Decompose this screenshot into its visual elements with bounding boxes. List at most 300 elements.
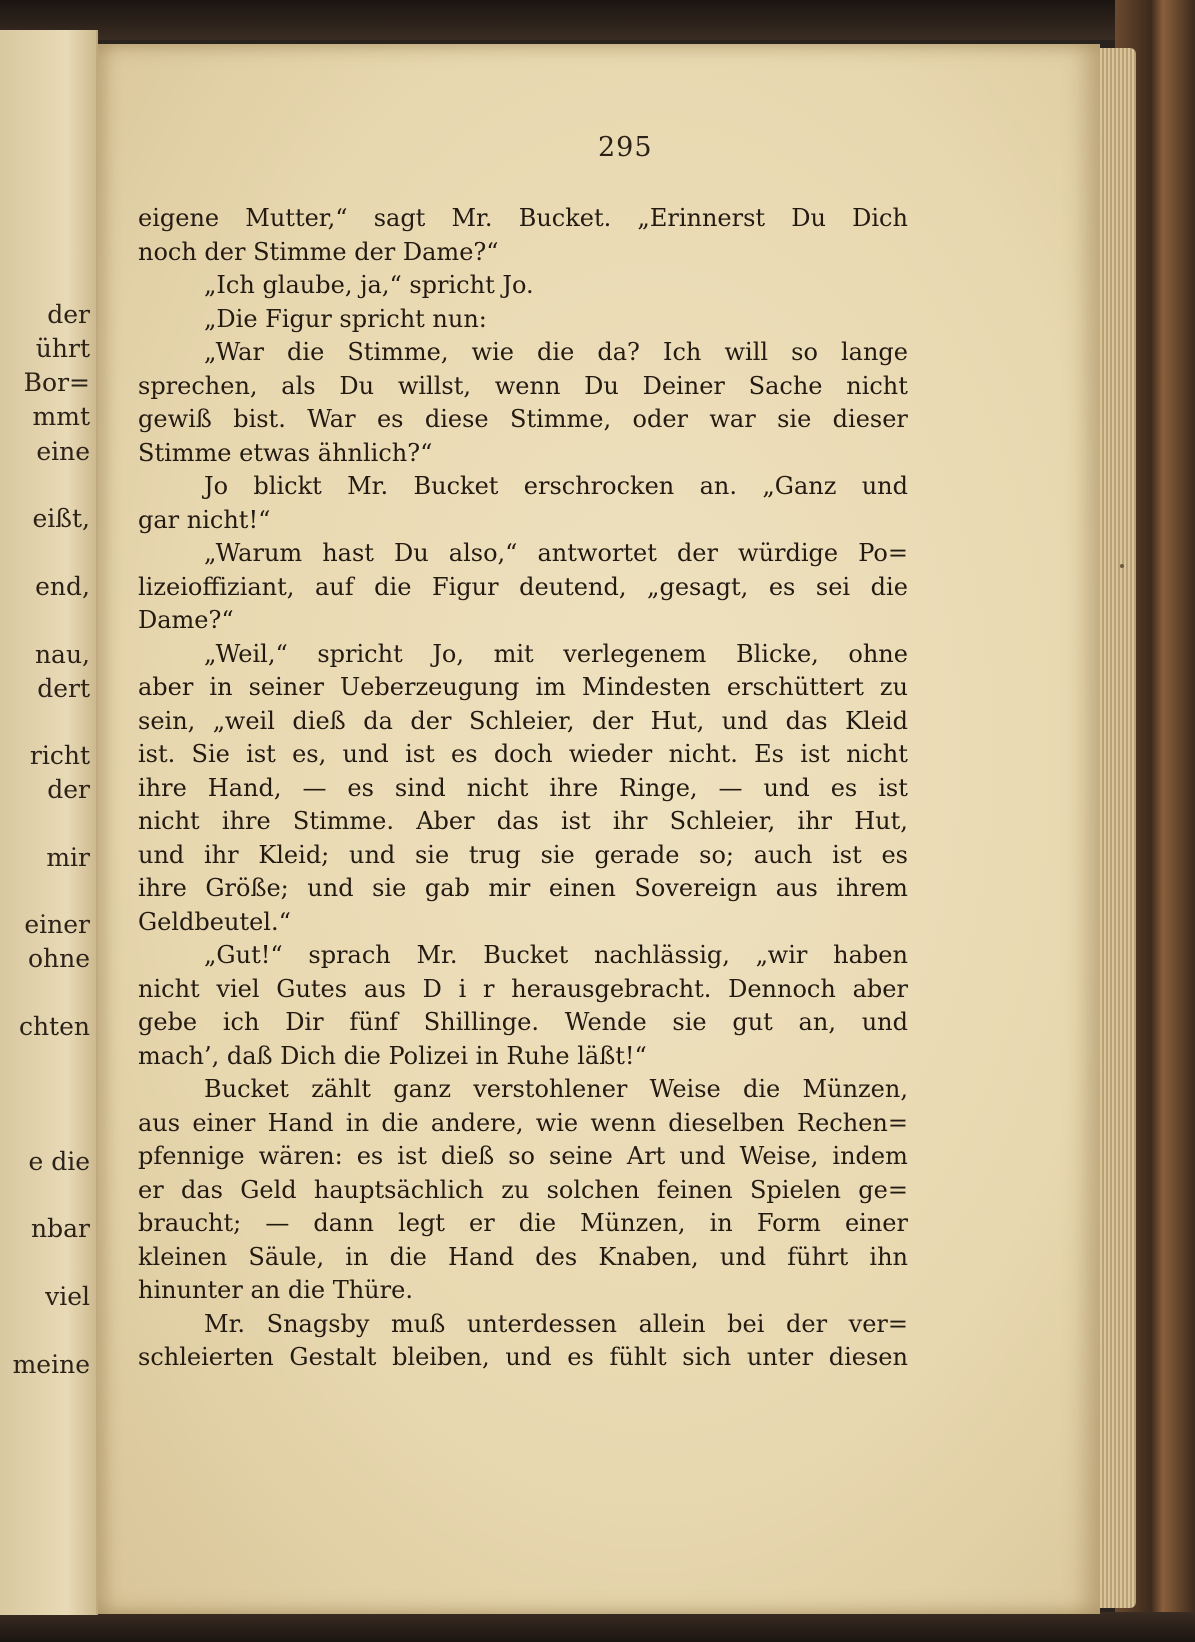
word: Weise,: [739, 1142, 819, 1170]
word: Art: [626, 1142, 666, 1170]
word: kleinen: [138, 1242, 228, 1271]
word: Gestalt: [289, 1343, 377, 1371]
book-cover-bottom: [0, 1612, 1195, 1642]
word: muß: [391, 1309, 446, 1338]
word: Ringe,: [619, 773, 698, 802]
word: sind: [394, 773, 446, 802]
word: ihr: [612, 807, 648, 835]
word: will: [724, 338, 769, 366]
word: die: [287, 338, 325, 366]
word: Mr.: [347, 472, 389, 500]
word: diesen: [828, 1343, 908, 1371]
word: gab: [424, 874, 470, 902]
word: —: [302, 773, 327, 802]
word: Du: [339, 371, 375, 400]
word: Mr.: [416, 941, 458, 969]
word: gut: [732, 1008, 773, 1036]
text-line: [138, 1174, 908, 1208]
left-page-fragment: einer: [24, 910, 90, 939]
text-line: hinunter an die Thüre.: [138, 1276, 413, 1304]
word: Sovereign: [634, 874, 758, 902]
ink-speck: [1120, 564, 1124, 568]
word: Mindesten: [581, 673, 711, 701]
word: es: [881, 840, 908, 869]
text-line: [138, 805, 908, 839]
word: i: [458, 974, 467, 1003]
word: sei: [815, 572, 851, 601]
word: Jo: [204, 472, 229, 500]
word: Dich: [852, 204, 908, 232]
word: wenn: [590, 1108, 657, 1137]
left-page-fragment: e die: [28, 1147, 90, 1176]
word: Münzen,: [580, 1209, 686, 1237]
word: erschrocken: [523, 472, 675, 500]
word: Hand: [267, 1108, 334, 1137]
word: und: [861, 1008, 908, 1036]
text-line: Stimme etwas ähnlich?“: [138, 438, 433, 467]
word: dieselben: [668, 1108, 785, 1137]
text-line: Geldbeutel.“: [138, 907, 291, 936]
word: an,: [798, 1008, 836, 1036]
word: ist.: [138, 740, 176, 768]
word: so: [791, 338, 818, 366]
word: die: [537, 338, 575, 366]
word: ihr: [797, 807, 833, 835]
word: die: [389, 1242, 427, 1271]
word: Deiner: [642, 371, 725, 400]
text-line: [138, 1107, 908, 1141]
word: seine: [549, 1142, 613, 1170]
page-text: [138, 202, 908, 1375]
left-page-fragment: der: [47, 300, 90, 329]
word: es: [451, 740, 478, 768]
word: und: [348, 840, 396, 869]
word: ihre: [138, 773, 187, 802]
word: Mutter,“: [245, 204, 348, 232]
word: Weise: [649, 1075, 721, 1103]
word: Schleier,: [468, 706, 575, 735]
word: ist: [878, 773, 908, 802]
word: wieder: [568, 740, 653, 768]
text-line: [138, 1140, 908, 1174]
word: Spielen: [749, 1175, 842, 1204]
word: War: [307, 405, 356, 433]
word: unterdessen: [466, 1309, 617, 1338]
word: bei: [727, 1309, 765, 1338]
word: ist: [405, 740, 435, 768]
word: es: [376, 405, 404, 433]
word: es,: [292, 740, 327, 768]
word: ist: [800, 740, 830, 768]
text-line: noch der Stimme der Dame?“: [138, 237, 499, 266]
word: gebe: [138, 1008, 198, 1036]
word: sie: [414, 840, 450, 869]
word: der: [592, 706, 634, 735]
word: ist: [397, 1142, 427, 1170]
left-page-fragment: Bor=: [23, 368, 90, 397]
word: und: [505, 1343, 552, 1371]
word: in: [345, 1242, 369, 1271]
word: er: [469, 1209, 495, 1237]
word: unter: [746, 1343, 814, 1371]
text-line: Dame?“: [138, 606, 234, 634]
word: verstohlener: [473, 1075, 628, 1103]
word: „wir: [755, 941, 808, 969]
word: r: [483, 974, 495, 1003]
word: allein: [638, 1309, 706, 1338]
word: in: [345, 1108, 370, 1137]
word: verlegenem: [563, 639, 707, 668]
left-page-fragment: ührt: [35, 334, 90, 363]
word: Mr.: [204, 1309, 246, 1338]
word: braucht;: [138, 1209, 242, 1237]
word: gerade: [594, 840, 680, 869]
word: Kleid: [845, 706, 908, 735]
left-page-fragment: nbar: [31, 1214, 90, 1243]
word: „Gut!“: [204, 941, 283, 969]
left-page-fragment: meine: [12, 1350, 90, 1379]
word: wie: [535, 1108, 579, 1137]
text-line: [138, 1207, 908, 1241]
word: Stimme.: [292, 807, 395, 835]
word: der: [410, 706, 452, 735]
word: die: [381, 1108, 419, 1137]
word: sie: [777, 405, 812, 433]
word: Knaben,: [598, 1242, 699, 1271]
word: einer: [192, 1108, 256, 1137]
word: Blicke,: [735, 639, 819, 668]
word: Form: [756, 1209, 821, 1237]
text-line: [138, 671, 908, 705]
word: „gesagt,: [647, 572, 749, 601]
word: und: [679, 1142, 726, 1170]
previous-page-edge: [0, 30, 98, 1615]
word: ohne: [848, 639, 908, 668]
word: „Weil,“: [204, 639, 288, 668]
book-page: [98, 44, 1100, 1614]
word: in: [709, 1209, 733, 1237]
word: feinen: [656, 1175, 733, 1204]
text-line: [138, 1341, 908, 1375]
left-page-fragment: richt: [29, 741, 90, 770]
word: aus: [138, 1108, 181, 1137]
book-cover-top: [0, 0, 1195, 40]
word: ge=: [858, 1175, 908, 1204]
word: Du: [791, 204, 826, 232]
word: Hand: [448, 1242, 515, 1271]
text-line: [138, 939, 908, 973]
word: blickt: [253, 472, 322, 500]
left-page-fragment: nau,: [34, 640, 90, 669]
word: nicht: [846, 371, 908, 400]
left-page-fragment: mir: [46, 843, 90, 872]
word: viel: [216, 974, 260, 1003]
word: sagt: [373, 204, 426, 232]
word: erschüttert: [726, 673, 864, 701]
word: Figur: [431, 572, 499, 601]
word: sprechen,: [138, 371, 258, 400]
word: andere,: [430, 1108, 524, 1137]
word: und: [721, 706, 769, 735]
word: lange: [840, 338, 908, 366]
word: das: [180, 1175, 223, 1204]
word: die: [374, 572, 412, 601]
left-page-fragment: der: [47, 775, 90, 804]
word: Jo,: [432, 639, 465, 668]
word: Bucket.: [518, 204, 612, 232]
word: Münzen,: [802, 1075, 908, 1103]
word: ich: [222, 1008, 260, 1036]
word: es: [830, 773, 858, 802]
word: nicht.: [668, 740, 738, 768]
word: nicht: [466, 773, 529, 802]
left-page-fragment: eißt,: [32, 504, 90, 533]
word: —: [718, 773, 743, 802]
word: ihn: [869, 1242, 908, 1271]
word: es: [768, 572, 796, 601]
word: sein,: [138, 706, 196, 735]
word: Geld: [240, 1175, 297, 1204]
word: mit: [493, 639, 534, 668]
word: das: [785, 706, 828, 735]
text-line: [138, 202, 908, 236]
word: deutend,: [519, 572, 627, 601]
text-line: gar nicht!“: [138, 505, 271, 534]
word: Schleier,: [669, 807, 776, 835]
word: würdige: [738, 539, 839, 567]
word: mir: [488, 874, 531, 902]
word: wie: [471, 338, 514, 366]
word: dieser: [832, 405, 908, 433]
word: wären:: [258, 1142, 343, 1170]
word: Sache: [748, 371, 823, 400]
word: Hut,: [854, 807, 908, 835]
word: pfennige: [138, 1142, 245, 1170]
page-number: 295: [598, 132, 653, 163]
word: —: [265, 1209, 290, 1237]
left-page-fragment: dert: [37, 674, 90, 703]
word: einer: [844, 1209, 908, 1237]
word: Dir: [285, 1008, 324, 1036]
word: so: [508, 1142, 535, 1170]
word: nicht: [138, 807, 200, 835]
text-line: [138, 403, 908, 437]
text-line: [138, 537, 908, 571]
word: und: [861, 472, 908, 500]
word: fühlt: [609, 1343, 667, 1371]
word: aus: [363, 974, 406, 1003]
word: diese: [424, 405, 489, 433]
word: da?: [597, 338, 640, 366]
word: an.: [699, 472, 737, 500]
word: Bucket: [413, 472, 499, 500]
word: die: [518, 1209, 557, 1237]
word: Kleid;: [258, 840, 330, 869]
word: so;: [699, 840, 734, 869]
word: Shillinge.: [423, 1008, 539, 1036]
word: aber: [138, 673, 194, 701]
word: ganz: [393, 1075, 451, 1103]
word: spricht: [317, 639, 403, 668]
word: legt: [398, 1209, 445, 1237]
word: Ueberzeugung: [339, 673, 520, 701]
text-line: [138, 1006, 908, 1040]
word: „Ganz: [762, 472, 837, 500]
text-line: [138, 705, 908, 739]
word: die: [870, 572, 908, 601]
word: sie: [672, 1008, 707, 1036]
word: und: [342, 740, 389, 768]
word: war: [709, 405, 756, 433]
word: Bucket: [483, 941, 569, 969]
word: er: [138, 1175, 164, 1204]
word: „War: [204, 338, 264, 366]
left-page-fragment: mmt: [32, 402, 90, 431]
word: nachlässig,: [593, 941, 730, 969]
word: Du: [584, 371, 619, 400]
word: Hut,: [650, 706, 705, 735]
left-page-fragment: chten: [18, 1012, 90, 1041]
word: es: [347, 773, 374, 802]
word: es: [356, 1142, 384, 1170]
word: trug: [468, 840, 521, 869]
word: fünf: [349, 1008, 398, 1036]
left-page-fragment: end,: [35, 572, 90, 601]
word: Stimme,: [510, 405, 612, 433]
left-page-fragment: viel: [45, 1282, 90, 1311]
word: haben: [833, 941, 908, 969]
word: und: [719, 1242, 767, 1271]
word: dann: [313, 1209, 374, 1237]
text-line: [138, 1073, 908, 1107]
word: antwortet: [537, 539, 657, 567]
text-line: [138, 370, 908, 404]
word: das: [496, 807, 539, 835]
word: Sie: [191, 740, 230, 768]
word: der: [786, 1309, 828, 1338]
word: Gutes: [276, 974, 348, 1003]
text-line: [138, 470, 908, 504]
word: ihre: [221, 807, 271, 835]
word: „Warum: [204, 539, 303, 567]
word: nicht: [846, 740, 908, 768]
word: Rechen=: [797, 1108, 908, 1137]
word: seiner: [248, 673, 324, 701]
word: ver=: [848, 1309, 908, 1338]
word: aber: [852, 974, 908, 1003]
word: ihre: [138, 874, 187, 902]
text-line: [138, 872, 908, 906]
word: ihre: [549, 773, 599, 802]
word: Ich: [663, 338, 702, 366]
word: nicht: [138, 974, 200, 1003]
word: also,“: [448, 539, 518, 567]
text-line: „Ich glaube, ja,“ spricht Jo.: [204, 271, 534, 299]
word: willst,: [397, 371, 471, 400]
word: sie: [372, 874, 407, 902]
word: lizeioffiziant,: [138, 572, 295, 601]
word: bist.: [233, 405, 286, 433]
word: es: [567, 1343, 594, 1371]
page-edges: [1100, 48, 1136, 1608]
text-line: [138, 772, 908, 806]
word: gewiß: [138, 405, 212, 433]
word: Säule,: [248, 1242, 325, 1271]
word: hast: [322, 539, 374, 567]
text-line: [138, 839, 908, 873]
text-line: mach’, daß Dich die Polizei in Ruhe läßt!“: [138, 1041, 647, 1070]
word: Stimme,: [347, 338, 449, 366]
word: dieß: [292, 706, 346, 735]
word: ist: [561, 807, 591, 835]
word: als: [281, 371, 316, 400]
word: Du: [394, 539, 429, 567]
word: eigene: [138, 204, 220, 232]
left-page-fragment: eine: [36, 437, 90, 466]
word: führt: [787, 1242, 849, 1271]
word: oder: [632, 405, 688, 433]
word: zählt: [311, 1075, 371, 1103]
text-line: [138, 1241, 908, 1275]
text-line: [138, 973, 908, 1007]
word: aus: [775, 874, 818, 902]
word: in: [209, 673, 233, 701]
text-line: [138, 738, 908, 772]
word: wenn: [494, 371, 561, 400]
word: zu: [501, 1175, 530, 1204]
word: und: [138, 840, 185, 869]
word: einen: [548, 874, 616, 902]
word: und: [307, 874, 354, 902]
word: „weil: [212, 706, 275, 735]
word: „Erinnerst: [637, 204, 766, 232]
word: des: [535, 1242, 578, 1271]
word: sich: [682, 1343, 732, 1371]
word: dieß: [440, 1142, 495, 1170]
text-line: [138, 571, 908, 605]
word: die: [743, 1075, 781, 1103]
word: Wende: [564, 1008, 647, 1036]
word: herausgebracht.: [511, 974, 712, 1003]
word: Dennoch: [728, 974, 836, 1003]
word: solchen: [546, 1175, 640, 1204]
word: auch: [753, 840, 813, 869]
word: bleiben,: [392, 1343, 490, 1371]
text-line: [138, 638, 908, 672]
word: Aber: [416, 807, 475, 835]
word: sie: [540, 840, 575, 869]
text-line: [138, 1308, 908, 1342]
word: da: [363, 706, 393, 735]
word: Mr.: [451, 204, 493, 232]
left-page-fragment: ohne: [27, 944, 90, 973]
text-line: [138, 336, 908, 370]
word: schleierten: [138, 1343, 274, 1371]
word: indem: [832, 1142, 908, 1170]
word: sprach: [308, 941, 391, 969]
word: Größe;: [205, 874, 289, 902]
word: und: [763, 773, 810, 802]
word: ist: [246, 740, 276, 768]
word: hauptsächlich: [313, 1175, 484, 1204]
word: ihrem: [836, 874, 908, 902]
word: ihr: [204, 840, 239, 869]
word: Bucket: [204, 1075, 289, 1103]
word: Es: [754, 740, 784, 768]
text-line: „Die Figur spricht nun:: [204, 304, 487, 333]
word: im: [535, 673, 566, 701]
word: Hand,: [207, 773, 282, 802]
